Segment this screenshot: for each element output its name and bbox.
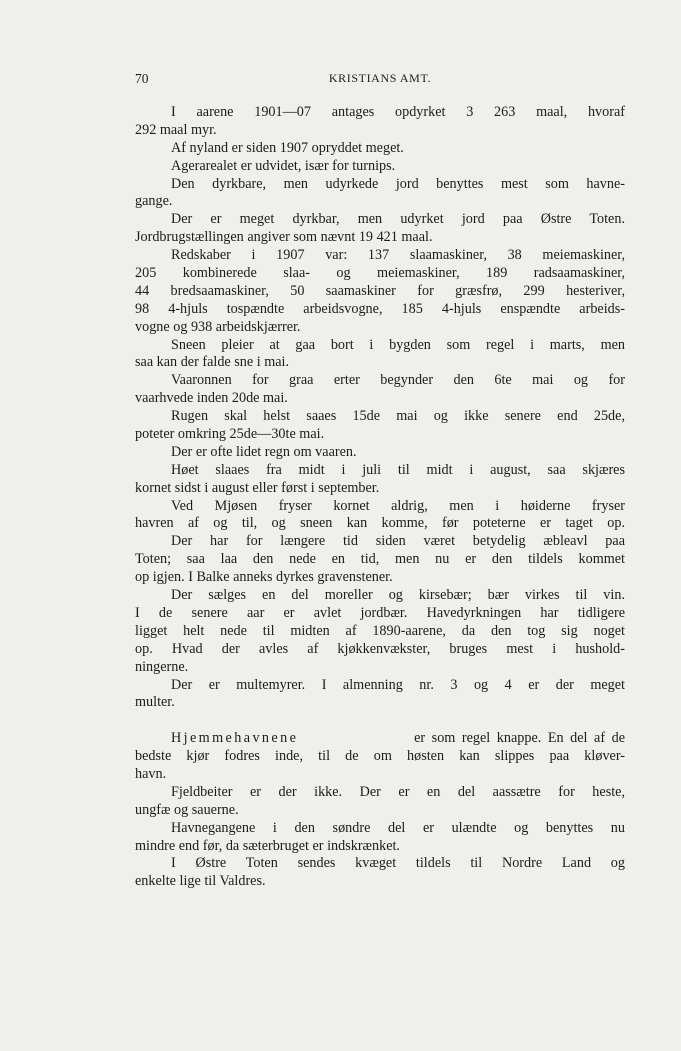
text-line: Af nyland er siden 1907 opryddet meget. [171,139,404,156]
paragraph [135,855,625,891]
text-line: Havnegangene i den søndre del er ulændte og benyttes nu [171,819,625,836]
text-line: Den dyrkbare, men udyrkede jord benyttes mest som havne- [171,175,625,192]
text-line: kornet sidst i august eller først i september. [135,479,380,496]
paragraph [135,247,625,336]
paragraph [135,587,625,676]
text-line: Ved Mjøsen fryser kornet aldrig, men i høiderne fryser [171,497,625,514]
text-line: 292 maal myr. [135,121,217,138]
text-line: havren af og til, og sneen kan komme, før poteterne er taget op. [135,515,625,532]
text-line: Fjeldbeiter er der ikke. Der er en del aassætre for heste, [171,783,625,800]
text-line: saa kan der falde sne i mai. [135,354,290,371]
paragraph [135,498,625,534]
text-line: Der er meget dyrkbar, men udyrket jord paa Østre Toten. [171,211,625,228]
text-line: 98 4-hjuls tospændte arbeidsvogne, 185 4-hjuls enspændte arbeids- [135,300,625,317]
paragraph [135,462,625,498]
page-header [135,71,625,89]
text-line: ningerne. [135,658,189,675]
spaced-lead-word: Hjemmehavnene [171,730,299,747]
text-line: Høet slaaes fra midt i juli til midt i august, saa skjæres [171,461,625,478]
text-line: bedste kjør fodres inde, til de om høsten kan slippes paa kløver- [135,748,625,765]
paragraph [135,444,625,462]
text-line: Der sælges en del moreller og kirsebær; bær virkes til vin. [171,587,625,604]
text-line: ungfæ og sauerne. [135,801,239,818]
running-title: KRISTIANS AMT. [328,71,432,85]
text-line: 44 bredsaamaskiner, 50 saamaskiner for græsfrø, 299 hesteriver, [135,282,625,299]
text-line: I de senere aar er avlet jordbær. Havedyrkningen har tidligere [135,604,625,621]
text-line: Der er multemyrer. I almenning nr. 3 og 4 er der meget [171,676,625,693]
paragraph [135,337,625,373]
text-line: multer. [135,694,175,711]
paragraph [135,176,625,212]
text-line: Der er ofte lidet regn om vaaren. [171,443,357,460]
text-line: Vaaronnen for graa erter begynder den 6te mai og for [171,372,625,389]
text-line: Redskaber i 1907 var: 137 slaamaskiner, 38 meiemaskiner, [171,247,625,264]
text-line: gange. [135,193,173,210]
text-line: op igjen. I Balke anneks dyrkes gravenstener. [135,569,393,586]
paragraph [135,158,625,176]
text-line: I aarene 1901—07 antages opdyrket 3 263 maal, hvoraf [171,104,625,120]
text-line: Toten; saa laa den nede en tid, men nu er den tildels kommet [135,551,625,568]
text-line: Agerarealet er udvidet, især for turnips. [171,157,396,174]
text-line: 205 kombinerede slaa- og meiemaskiner, 189 radsaamaskiner, [135,265,625,282]
paragraph [135,104,625,140]
paragraph [135,408,625,444]
text-line: Der har for længere tid siden været betydelig æbleavl paa [171,533,625,550]
text-line: enkelte lige til Valdres. [135,873,266,890]
paragraph [135,140,625,158]
text-line: Rugen skal helst saaes 15de mai og ikke senere end 25de, [171,408,625,425]
page-number: 70 [135,71,149,86]
text-line: op. Hvad der avles af kjøkkenvækster, bruges mest i hushold- [135,640,625,657]
paragraph [135,820,625,856]
section-gap [135,712,625,730]
body-text [135,104,625,891]
text-line: mindre end før, da sæterbruget er indskrænket. [135,837,400,854]
paragraph [135,730,625,784]
paragraph [135,677,625,713]
text-line [135,730,625,748]
text-line: vogne og 938 arbeidskjærrer. [135,318,301,335]
text-line: I Østre Toten sendes kvæget tildels til Nordre Land og [171,855,625,872]
text-fragment: er som regel knappe. En del af de [414,730,625,747]
text-line: Jordbrugstællingen angiver som nævnt 19 421 maal. [135,229,433,246]
paragraph [135,533,625,587]
text-line: vaarhvede inden 20de mai. [135,390,288,407]
text-line: ligget helt nede til midten af 1890-aarene, da den tog sig noget [135,622,625,639]
paragraph [135,372,625,408]
text-line: Sneen pleier at gaa bort i bygden som regel i marts, men [171,336,625,353]
paragraph [135,211,625,247]
paragraph [135,784,625,820]
text-line: havn. [135,765,167,782]
text-line: poteter omkring 25de—30te mai. [135,426,325,443]
